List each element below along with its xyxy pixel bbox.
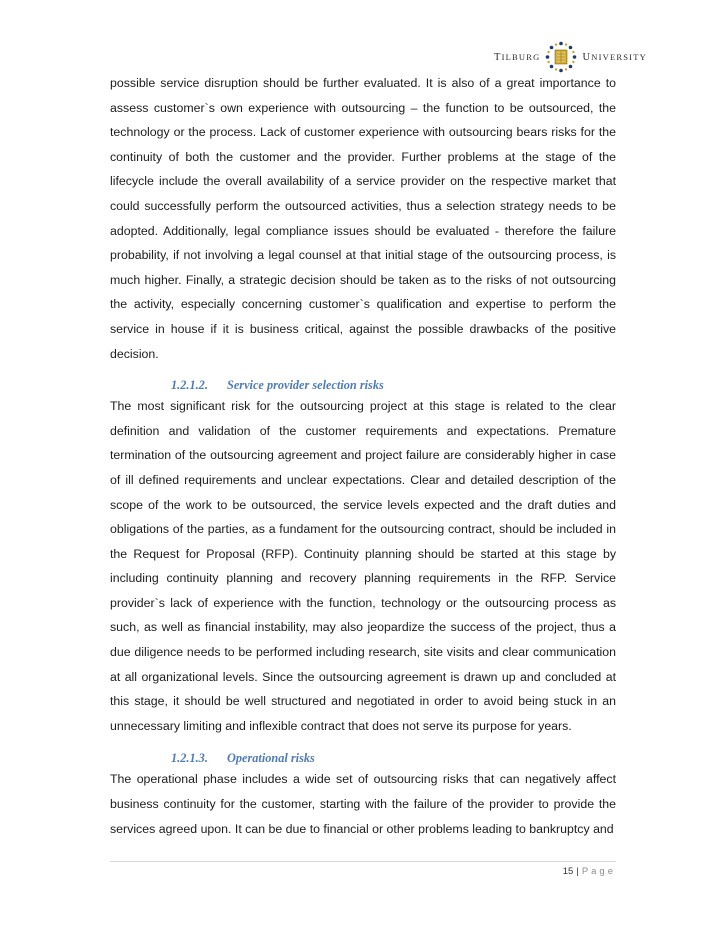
- section-heading-service-provider-selection-risks: [110, 377, 616, 394]
- logo-word-left: TILBURG: [494, 51, 541, 63]
- page-footer: [563, 866, 616, 877]
- section-number: 1.2.1.2.: [171, 378, 208, 393]
- university-logo: [494, 40, 647, 74]
- university-seal-icon: [545, 41, 577, 73]
- footer-divider: [110, 861, 616, 862]
- logo-word-right: UNIVERSITY: [582, 51, 647, 63]
- page-number: 15: [562, 866, 574, 877]
- paragraph-selection-risks: The most significant risk for the outsourcing project at this stage is related to the clear definition and validation of the customer requirements and expectations. Premature termination of the outsourcing agreement and project failure are considerably higher in case of ill defined requirements and unclear expectations. Clear and detailed description of the scope of the work to be outsourced, the service levels expected and the draft duties and obligations of the parties, as a fundament for the outsourcing contract, should be included in the Request for Proposal (RFP). Continuity planning should be started at this stage by including continuity planning and recovery planning requirements in the RFP. Service provider`s lack of experience with the function, technology or the outsourcing process as such, as well as financial instability, may also jeopardize the success of the project, thus a due diligence needs to be performed including research, site visits and clear communication at all organizational levels. Since the outsourcing agreement is drawn up and concluded at this stage, it should be well structured and negotiated in order to avoid being stuck in an unnecessary limiting and inflexible contract that does not serve its purpose for years.: [110, 399, 616, 733]
- document-body: [110, 71, 616, 841]
- footer-separator: |: [576, 866, 579, 877]
- paragraph-operational-risks: The operational phase includes a wide set of outsourcing risks that can negatively affect business continuity for the customer, starting with the failure of the provider to provide the services agreed upon. It can be due to financial or other problems leading to bankruptcy and: [110, 772, 616, 836]
- section-title: Service provider selection risks: [227, 378, 384, 393]
- page-word: Page: [581, 866, 616, 877]
- section-title: Operational risks: [227, 751, 315, 766]
- section-number: 1.2.1.3.: [171, 751, 208, 766]
- section-heading-operational-risks: [110, 750, 616, 767]
- paragraph-continuation: possible service disruption should be further evaluated. It is also of a great importance to assess customer`s own experience with outsourcing – the function to be outsourced, the technology or the process. Lack of customer experience with outsourcing bears risks for the continuity of both the customer and the provider. Further problems at the stage of the lifecycle include the overall availability of a service provider on the respective market that could successfully perform the outsourced activities, thus a selection strategy needs to be adopted. Additionally, legal compliance issues should be evaluated - therefore the failure probability, if not involving a legal counsel at that initial stage of the outsourcing process, is much higher. Finally, a strategic decision should be taken as to the risks of not outsourcing the activity, especially concerning customer`s qualification and expertise to perform the service in house if it is business critical, against the possible drawbacks of the positive decision.: [110, 76, 616, 361]
